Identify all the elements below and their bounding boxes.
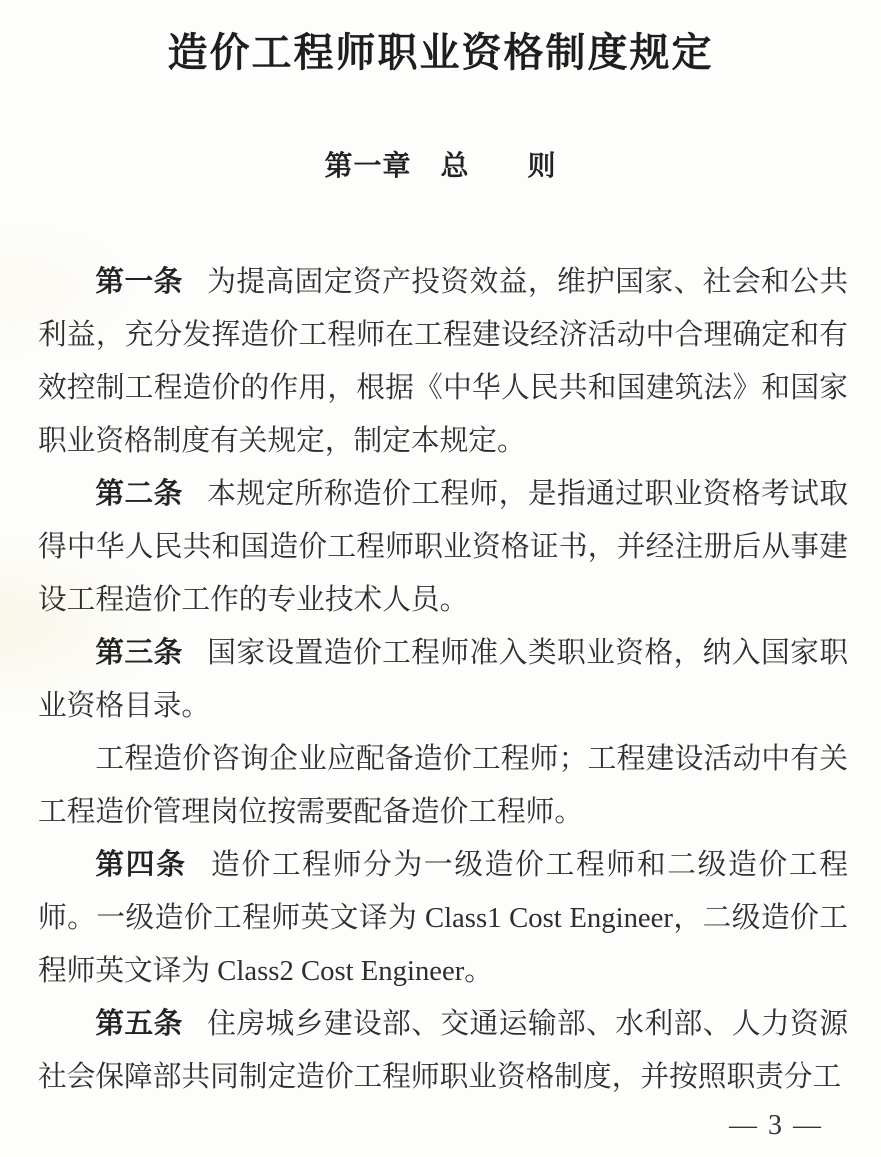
article-number-5: 第五条	[95, 1008, 183, 1040]
article-text-5: 住房城乡建设部、交通运输部、水利部、人力资源社会保障部共同制定造价工程师职业资格制度，并按照职责分工	[38, 1008, 849, 1093]
article-number-3: 第三条	[95, 637, 183, 669]
article-paragraph-4	[38, 839, 848, 998]
article-text-4: 造价工程师分为一级造价工程师和二级造价工程师。一级造价工程师英文译为 Class1 Cost Engineer，二级造价工程师英文译为 Class2 Cost Engineer。	[38, 849, 849, 987]
document-body	[38, 256, 848, 1104]
article-number-2: 第二条	[95, 478, 183, 510]
chapter-heading: 第一章 总 则	[324, 151, 557, 182]
article-paragraph-2	[38, 468, 848, 627]
article-paragraph-5	[38, 998, 848, 1104]
document-title: 造价工程师职业资格制度规定	[167, 30, 714, 75]
article-number-4: 第四条	[95, 849, 187, 881]
article-paragraph-3-continued	[38, 733, 848, 839]
article-text-2: 本规定所称造价工程师，是指通过职业资格考试取得中华人民共和国造价工程师职业资格证书，并经注册后从事建设工程造价工作的专业技术人员。	[38, 478, 849, 616]
article-text-3: 国家设置造价工程师准入类职业资格，纳入国家职业资格目录。	[38, 637, 849, 722]
article-paragraph-3	[38, 627, 848, 733]
article-text-3-continued: 工程造价咨询企业应配备造价工程师；工程建设活动中有关工程造价管理岗位按需要配备造价工程师。	[38, 743, 848, 828]
article-number-1: 第一条	[95, 266, 183, 298]
article-paragraph-1	[38, 256, 848, 468]
article-text-1: 为提高固定资产投资效益，维护国家、社会和公共利益，充分发挥造价工程师在工程建设经济活动中合理确定和有效控制工程造价的作用，根据《中华人民共和国建筑法》和国家职业资格制度有关规定，制定本规定。	[38, 266, 849, 457]
page-number: — 3 —	[729, 1110, 823, 1141]
